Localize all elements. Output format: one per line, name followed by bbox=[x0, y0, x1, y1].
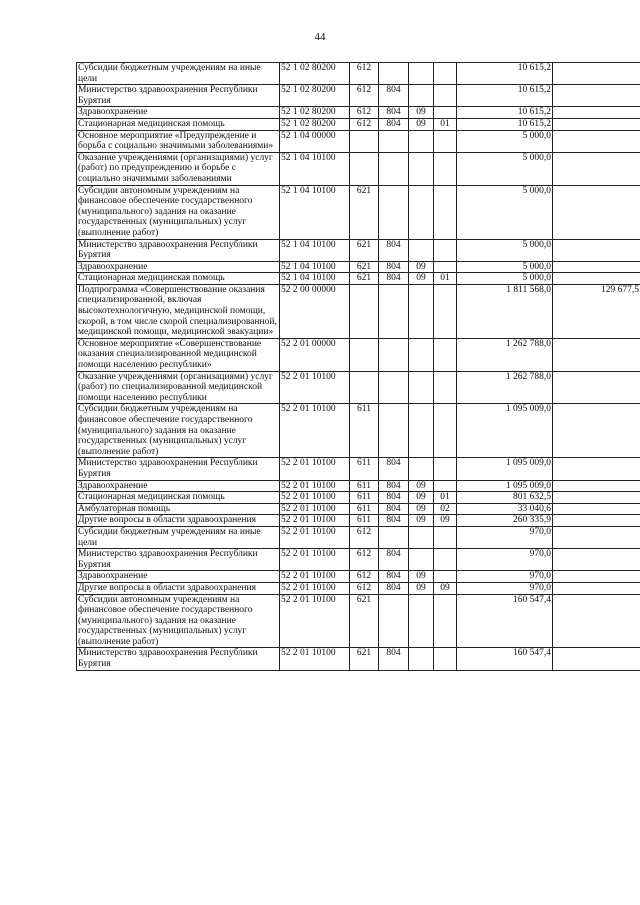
subsection-code-cell bbox=[434, 152, 457, 185]
ministry-code-cell: 804 bbox=[379, 107, 409, 119]
row-name-cell: Министерство здравоохранения Республики Бурятия bbox=[77, 458, 280, 480]
amount-cell: 10 615,2 bbox=[457, 85, 553, 107]
amount-extra-cell bbox=[553, 338, 640, 371]
amount-extra-cell bbox=[553, 526, 640, 548]
amount-cell: 160 547,4 bbox=[457, 594, 553, 648]
amount-cell: 1 095 009,0 bbox=[457, 458, 553, 480]
target-article-cell: 52 2 01 10100 bbox=[280, 648, 350, 670]
table-row bbox=[77, 480, 640, 492]
amount-extra-cell bbox=[553, 503, 640, 515]
target-article-cell: 52 2 01 10100 bbox=[280, 503, 350, 515]
row-name-cell: Стационарная медицинская помощь bbox=[77, 118, 280, 130]
table-row bbox=[77, 526, 640, 548]
table-row bbox=[77, 503, 640, 515]
amount-cell: 160 547,4 bbox=[457, 648, 553, 670]
ministry-code-cell: 804 bbox=[379, 648, 409, 670]
expense-type-cell: 612 bbox=[350, 85, 379, 107]
amount-extra-cell bbox=[553, 273, 640, 285]
ministry-code-cell bbox=[379, 371, 409, 404]
row-name-cell: Здравоохранение bbox=[77, 571, 280, 583]
amount-cell: 970,0 bbox=[457, 571, 553, 583]
subsection-code-cell bbox=[434, 549, 457, 571]
expense-type-cell: 621 bbox=[350, 594, 379, 648]
target-article-cell: 52 2 00 00000 bbox=[280, 284, 350, 338]
amount-cell: 1 262 788,0 bbox=[457, 371, 553, 404]
table-row bbox=[77, 648, 640, 670]
amount-extra-cell bbox=[553, 85, 640, 107]
expense-type-cell: 612 bbox=[350, 526, 379, 548]
section-code-cell bbox=[409, 185, 434, 239]
ministry-code-cell: 804 bbox=[379, 239, 409, 261]
subsection-code-cell bbox=[434, 107, 457, 119]
amount-extra-cell bbox=[553, 152, 640, 185]
expense-type-cell bbox=[350, 371, 379, 404]
ministry-code-cell: 804 bbox=[379, 118, 409, 130]
subsection-code-cell bbox=[434, 130, 457, 152]
row-name-cell: Подпрограмма «Совершенствование оказания специализированной, включая высокотехнологичную, медицинской помощи, скорой, в том числе скорой специализированной, медицинской помощи, медицинской эвакуации» bbox=[77, 284, 280, 338]
subsection-code-cell bbox=[434, 571, 457, 583]
expense-type-cell: 621 bbox=[350, 185, 379, 239]
table-body bbox=[77, 63, 640, 671]
subsection-code-cell: 01 bbox=[434, 118, 457, 130]
target-article-cell: 52 2 01 00000 bbox=[280, 338, 350, 371]
row-name-cell: Субсидии бюджетным учреждениям на финансовое обеспечение государственного (муниципального) задания на оказание государственных (муниципальных) услуг (выполнение работ) bbox=[77, 404, 280, 458]
row-name-cell: Оказание учреждениями (организациями) услуг (работ) по специализированной медицинской помощи населению республики bbox=[77, 371, 280, 404]
section-code-cell bbox=[409, 239, 434, 261]
target-article-cell: 52 1 04 10100 bbox=[280, 239, 350, 261]
row-name-cell: Министерство здравоохранения Республики Бурятия bbox=[77, 239, 280, 261]
amount-extra-cell bbox=[553, 648, 640, 670]
amount-extra-cell bbox=[553, 239, 640, 261]
table-row bbox=[77, 63, 640, 85]
expense-type-cell: 611 bbox=[350, 404, 379, 458]
amount-cell: 10 615,2 bbox=[457, 63, 553, 85]
amount-cell: 33 040,6 bbox=[457, 503, 553, 515]
section-code-cell: 09 bbox=[409, 273, 434, 285]
section-code-cell bbox=[409, 549, 434, 571]
amount-cell: 5 000,0 bbox=[457, 261, 553, 273]
table-row bbox=[77, 338, 640, 371]
ministry-code-cell bbox=[379, 594, 409, 648]
amount-extra-cell bbox=[553, 582, 640, 594]
section-code-cell: 09 bbox=[409, 582, 434, 594]
row-name-cell: Оказание учреждениями (организациями) услуг (работ) по предупреждению и борьбе с социально значимыми заболеваниями bbox=[77, 152, 280, 185]
target-article-cell: 52 2 01 10100 bbox=[280, 371, 350, 404]
target-article-cell: 52 2 01 10100 bbox=[280, 526, 350, 548]
row-name-cell: Министерство здравоохранения Республики Бурятия bbox=[77, 648, 280, 670]
target-article-cell: 52 2 01 10100 bbox=[280, 458, 350, 480]
table-row bbox=[77, 152, 640, 185]
subsection-code-cell: 01 bbox=[434, 273, 457, 285]
section-code-cell: 09 bbox=[409, 571, 434, 583]
target-article-cell: 52 1 04 00000 bbox=[280, 130, 350, 152]
row-name-cell: Амбулаторная помощь bbox=[77, 503, 280, 515]
subsection-code-cell bbox=[434, 594, 457, 648]
section-code-cell: 09 bbox=[409, 118, 434, 130]
row-name-cell: Субсидии автономным учреждениям на финансовое обеспечение государственного (муниципального) задания на оказание государственных (муниципальных) услуг (выполнение работ) bbox=[77, 185, 280, 239]
table-row bbox=[77, 404, 640, 458]
expense-type-cell: 612 bbox=[350, 571, 379, 583]
amount-extra-cell bbox=[553, 404, 640, 458]
table-row bbox=[77, 582, 640, 594]
target-article-cell: 52 2 01 10100 bbox=[280, 480, 350, 492]
ministry-code-cell bbox=[379, 185, 409, 239]
ministry-code-cell: 804 bbox=[379, 480, 409, 492]
expense-type-cell: 621 bbox=[350, 261, 379, 273]
target-article-cell: 52 2 01 10100 bbox=[280, 404, 350, 458]
amount-cell: 801 632,5 bbox=[457, 492, 553, 504]
expense-type-cell bbox=[350, 152, 379, 185]
ministry-code-cell bbox=[379, 404, 409, 458]
subsection-code-cell bbox=[434, 185, 457, 239]
table-row bbox=[77, 239, 640, 261]
subsection-code-cell bbox=[434, 338, 457, 371]
table-row bbox=[77, 371, 640, 404]
target-article-cell: 52 1 04 10100 bbox=[280, 273, 350, 285]
page-number: 44 bbox=[314, 31, 326, 43]
expense-type-cell: 611 bbox=[350, 503, 379, 515]
subsection-code-cell: 09 bbox=[434, 515, 457, 527]
amount-cell: 970,0 bbox=[457, 526, 553, 548]
expense-type-cell: 611 bbox=[350, 492, 379, 504]
subsection-code-cell bbox=[434, 85, 457, 107]
amount-extra-cell bbox=[553, 118, 640, 130]
row-name-cell: Стационарная медицинская помощь bbox=[77, 273, 280, 285]
budget-table bbox=[76, 62, 640, 671]
amount-cell: 10 615,2 bbox=[457, 107, 553, 119]
table-row bbox=[77, 571, 640, 583]
subsection-code-cell bbox=[434, 371, 457, 404]
section-code-cell: 09 bbox=[409, 503, 434, 515]
subsection-code-cell bbox=[434, 239, 457, 261]
target-article-cell: 52 1 04 10100 bbox=[280, 152, 350, 185]
row-name-cell: Стационарная медицинская помощь bbox=[77, 492, 280, 504]
row-name-cell: Субсидии бюджетным учреждениям на иные цели bbox=[77, 526, 280, 548]
expense-type-cell bbox=[350, 338, 379, 371]
ministry-code-cell: 804 bbox=[379, 515, 409, 527]
table-row bbox=[77, 515, 640, 527]
target-article-cell: 52 1 02 80200 bbox=[280, 63, 350, 85]
section-code-cell bbox=[409, 458, 434, 480]
ministry-code-cell bbox=[379, 152, 409, 185]
row-name-cell: Основное мероприятие «Совершенствование оказания специализированной медицинской помощи населению республики» bbox=[77, 338, 280, 371]
row-name-cell: Субсидии бюджетным учреждениям на иные цели bbox=[77, 63, 280, 85]
table-row bbox=[77, 458, 640, 480]
amount-extra-cell bbox=[553, 63, 640, 85]
section-code-cell bbox=[409, 130, 434, 152]
row-name-cell: Министерство здравоохранения Республики Бурятия bbox=[77, 549, 280, 571]
subsection-code-cell bbox=[434, 526, 457, 548]
ministry-code-cell: 804 bbox=[379, 261, 409, 273]
table-row bbox=[77, 118, 640, 130]
target-article-cell: 52 2 01 10100 bbox=[280, 571, 350, 583]
subsection-code-cell bbox=[434, 63, 457, 85]
ministry-code-cell: 804 bbox=[379, 273, 409, 285]
amount-extra-cell bbox=[553, 185, 640, 239]
target-article-cell: 52 2 01 10100 bbox=[280, 594, 350, 648]
subsection-code-cell: 01 bbox=[434, 492, 457, 504]
subsection-code-cell: 02 bbox=[434, 503, 457, 515]
amount-cell: 5 000,0 bbox=[457, 185, 553, 239]
ministry-code-cell: 804 bbox=[379, 458, 409, 480]
target-article-cell: 52 2 01 10100 bbox=[280, 515, 350, 527]
expense-type-cell: 611 bbox=[350, 480, 379, 492]
amount-cell: 1 095 009,0 bbox=[457, 404, 553, 458]
ministry-code-cell bbox=[379, 284, 409, 338]
amount-extra-cell bbox=[553, 594, 640, 648]
section-code-cell bbox=[409, 63, 434, 85]
row-name-cell: Другие вопросы в области здравоохранения bbox=[77, 582, 280, 594]
section-code-cell: 09 bbox=[409, 515, 434, 527]
expense-type-cell: 612 bbox=[350, 118, 379, 130]
amount-cell: 970,0 bbox=[457, 582, 553, 594]
row-name-cell: Другие вопросы в области здравоохранения bbox=[77, 515, 280, 527]
ministry-code-cell: 804 bbox=[379, 503, 409, 515]
section-code-cell bbox=[409, 284, 434, 338]
row-name-cell: Министерство здравоохранения Республики Бурятия bbox=[77, 85, 280, 107]
section-code-cell bbox=[409, 338, 434, 371]
amount-extra-cell bbox=[553, 492, 640, 504]
ministry-code-cell: 804 bbox=[379, 582, 409, 594]
amount-cell: 5 000,0 bbox=[457, 273, 553, 285]
ministry-code-cell bbox=[379, 63, 409, 85]
amount-cell: 1 262 788,0 bbox=[457, 338, 553, 371]
expense-type-cell: 612 bbox=[350, 107, 379, 119]
section-code-cell bbox=[409, 594, 434, 648]
section-code-cell: 09 bbox=[409, 107, 434, 119]
target-article-cell: 52 2 01 10100 bbox=[280, 492, 350, 504]
amount-extra-cell bbox=[553, 480, 640, 492]
subsection-code-cell bbox=[434, 404, 457, 458]
amount-cell: 5 000,0 bbox=[457, 130, 553, 152]
ministry-code-cell: 804 bbox=[379, 85, 409, 107]
amount-extra-cell bbox=[553, 371, 640, 404]
amount-extra-cell bbox=[553, 515, 640, 527]
target-article-cell: 52 1 04 10100 bbox=[280, 185, 350, 239]
row-name-cell: Здравоохранение bbox=[77, 107, 280, 119]
ministry-code-cell: 804 bbox=[379, 549, 409, 571]
section-code-cell: 09 bbox=[409, 492, 434, 504]
amount-extra-cell bbox=[553, 130, 640, 152]
amount-extra-cell bbox=[553, 571, 640, 583]
expense-type-cell: 611 bbox=[350, 458, 379, 480]
table-row bbox=[77, 284, 640, 338]
table-row bbox=[77, 85, 640, 107]
target-article-cell: 52 1 04 10100 bbox=[280, 261, 350, 273]
ministry-code-cell bbox=[379, 526, 409, 548]
ministry-code-cell bbox=[379, 338, 409, 371]
amount-extra-cell: 129 677,5 bbox=[553, 284, 640, 338]
expense-type-cell: 621 bbox=[350, 273, 379, 285]
ministry-code-cell bbox=[379, 130, 409, 152]
row-name-cell: Здравоохранение bbox=[77, 480, 280, 492]
expense-type-cell: 621 bbox=[350, 648, 379, 670]
section-code-cell bbox=[409, 371, 434, 404]
target-article-cell: 52 1 02 80200 bbox=[280, 85, 350, 107]
amount-cell: 5 000,0 bbox=[457, 239, 553, 261]
expense-type-cell: 611 bbox=[350, 515, 379, 527]
section-code-cell: 09 bbox=[409, 261, 434, 273]
target-article-cell: 52 1 02 80200 bbox=[280, 107, 350, 119]
ministry-code-cell: 804 bbox=[379, 571, 409, 583]
table-row bbox=[77, 273, 640, 285]
expense-type-cell bbox=[350, 284, 379, 338]
row-name-cell: Основное мероприятие «Предупреждение и борьба с социально значимыми заболеваниями» bbox=[77, 130, 280, 152]
expense-type-cell: 612 bbox=[350, 549, 379, 571]
target-article-cell: 52 2 01 10100 bbox=[280, 582, 350, 594]
subsection-code-cell bbox=[434, 480, 457, 492]
ministry-code-cell: 804 bbox=[379, 492, 409, 504]
expense-type-cell bbox=[350, 130, 379, 152]
amount-cell: 1 095 009,0 bbox=[457, 480, 553, 492]
table-row bbox=[77, 107, 640, 119]
section-code-cell: 09 bbox=[409, 480, 434, 492]
amount-cell: 5 000,0 bbox=[457, 152, 553, 185]
row-name-cell: Субсидии автономным учреждениям на финансовое обеспечение государственного (муниципального) задания на оказание государственных (муниципальных) услуг (выполнение работ) bbox=[77, 594, 280, 648]
amount-cell: 970,0 bbox=[457, 549, 553, 571]
section-code-cell bbox=[409, 85, 434, 107]
section-code-cell bbox=[409, 152, 434, 185]
subsection-code-cell bbox=[434, 284, 457, 338]
table-row bbox=[77, 185, 640, 239]
expense-type-cell: 612 bbox=[350, 582, 379, 594]
table-row bbox=[77, 130, 640, 152]
target-article-cell: 52 2 01 10100 bbox=[280, 549, 350, 571]
expense-type-cell: 621 bbox=[350, 239, 379, 261]
table-row bbox=[77, 594, 640, 648]
section-code-cell bbox=[409, 404, 434, 458]
target-article-cell: 52 1 02 80200 bbox=[280, 118, 350, 130]
amount-extra-cell bbox=[553, 549, 640, 571]
row-name-cell: Здравоохранение bbox=[77, 261, 280, 273]
table-row bbox=[77, 492, 640, 504]
subsection-code-cell bbox=[434, 648, 457, 670]
section-code-cell bbox=[409, 648, 434, 670]
section-code-cell bbox=[409, 526, 434, 548]
amount-extra-cell bbox=[553, 107, 640, 119]
table-row bbox=[77, 549, 640, 571]
table-row bbox=[77, 261, 640, 273]
expense-type-cell: 612 bbox=[350, 63, 379, 85]
amount-cell: 260 335,9 bbox=[457, 515, 553, 527]
amount-cell: 1 811 568,0 bbox=[457, 284, 553, 338]
amount-cell: 10 615,2 bbox=[457, 118, 553, 130]
subsection-code-cell: 09 bbox=[434, 582, 457, 594]
subsection-code-cell bbox=[434, 261, 457, 273]
subsection-code-cell bbox=[434, 458, 457, 480]
amount-extra-cell bbox=[553, 261, 640, 273]
amount-extra-cell bbox=[553, 458, 640, 480]
